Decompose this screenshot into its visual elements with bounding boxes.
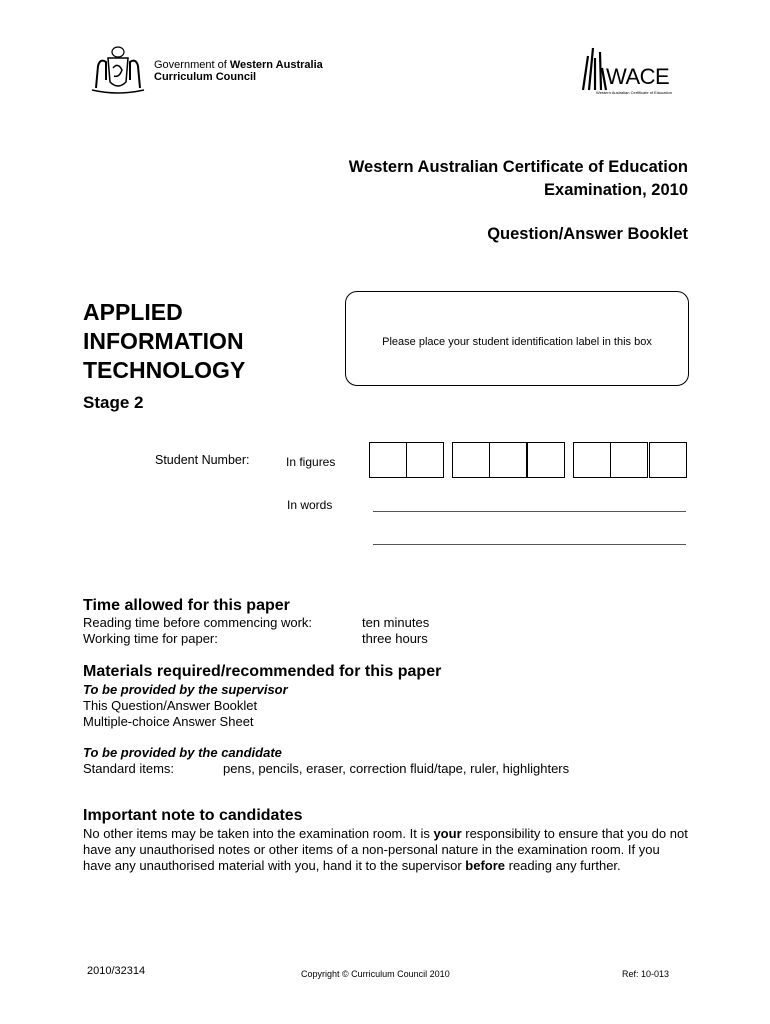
wace-tagline: Western Australian Certificate of Education xyxy=(596,90,672,95)
candidate-heading: To be provided by the candidate xyxy=(83,745,282,760)
stage-label: Stage 2 xyxy=(83,393,144,412)
supervisor-item-2: Multiple-choice Answer Sheet xyxy=(83,714,254,729)
student-number-digit-3[interactable] xyxy=(452,442,490,478)
student-number-label: Student Number: xyxy=(155,453,250,467)
student-number-digit-8[interactable] xyxy=(649,442,687,478)
wace-wordmark: WACE xyxy=(606,64,670,89)
copyright-notice: Copyright © Curriculum Council 2010 xyxy=(301,969,450,979)
working-time-value: three hours xyxy=(362,631,428,646)
student-number-digit-7[interactable] xyxy=(610,442,648,478)
important-note-text: No other items may be taken into the examination room. It is your responsibility to ensure that you do not have any unauthorised notes or other items of a non-personal nature in the examination room. If you have any unauthorised material with you, hand it to the supervisor before reading any further. xyxy=(83,826,688,873)
in-figures-label: In figures xyxy=(286,455,336,469)
booklet-type: Question/Answer Booklet xyxy=(487,225,688,243)
student-id-label-box xyxy=(345,291,689,386)
subject-title-line1: APPLIED xyxy=(83,299,183,325)
student-number-digit-5[interactable] xyxy=(527,442,565,478)
student-number-digit-6[interactable] xyxy=(573,442,611,478)
working-time-label: Working time for paper: xyxy=(83,631,218,646)
government-crest-logo xyxy=(86,44,150,96)
materials-heading: Materials required/recommended for this paper xyxy=(83,663,442,680)
in-words-line-1[interactable] xyxy=(373,511,686,512)
exam-year: Examination, 2010 xyxy=(544,181,688,199)
important-note-heading: Important note to candidates xyxy=(83,807,303,824)
student-number-digit-2[interactable] xyxy=(406,442,444,478)
standard-items-value: pens, pencils, eraser, correction fluid/tape, ruler, highlighters xyxy=(223,761,570,776)
government-logo-text: Government of Western Australia Curriculum Council xyxy=(154,59,323,83)
reading-time-value: ten minutes xyxy=(362,615,430,630)
in-words-line-2[interactable] xyxy=(373,544,686,545)
reference-number: Ref: 10-013 xyxy=(622,969,670,979)
reading-time-label: Reading time before commencing work: xyxy=(83,615,313,630)
in-words-label: In words xyxy=(287,498,333,512)
student-number-digit-1[interactable] xyxy=(369,442,407,478)
id-box-instructions: Please place your student identification label in this box xyxy=(382,336,652,348)
paper-code: 2010/32314 xyxy=(87,965,146,977)
supervisor-item-1: This Question/Answer Booklet xyxy=(83,698,258,713)
subject-title-line2: INFORMATION xyxy=(83,328,244,354)
crest-icon xyxy=(86,44,150,96)
exam-title: Western Australian Certificate of Education xyxy=(348,158,688,176)
supervisor-heading: To be provided by the supervisor xyxy=(83,682,288,697)
subject-title xyxy=(83,298,245,385)
subject-title-line3: TECHNOLOGY xyxy=(83,357,246,383)
student-number-digit-4[interactable] xyxy=(489,442,527,478)
time-allowed-heading: Time allowed for this paper xyxy=(83,597,290,614)
standard-items-label: Standard items: xyxy=(83,761,175,776)
wace-logo xyxy=(580,44,690,100)
